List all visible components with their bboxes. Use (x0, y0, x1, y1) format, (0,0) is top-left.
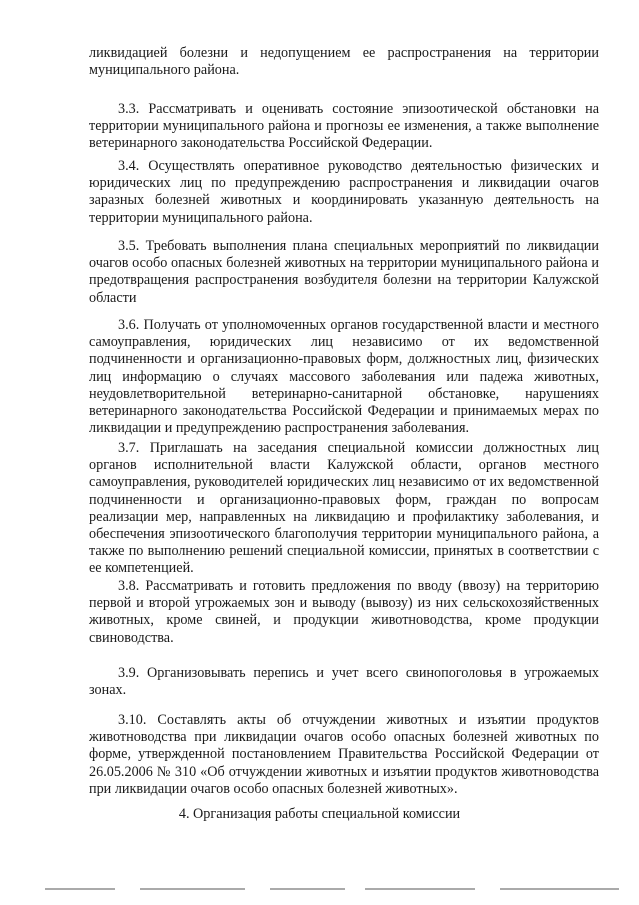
paragraph-3-6: 3.6. Получать от уполномоченных органов государственной власти и местного самоуправления, юридических лиц независимо от их ведомственной подчиненности и организационно-правовых форм, должностных лиц, физических лиц информацию о случаях массового заболевания или падежа животных, неудовлетворительной ветеринарно-санитарной обстановке, нарушениях ветеринарного законодательства Российской Федерации и принимаемых мерах по ликвидации и предупреждению распространения заболевания. (89, 317, 599, 437)
paragraph-3-5: 3.5. Требовать выполнения плана специальных мероприятий по ликвидации очагов особо опасных болезней животных на территории муниципального района и предотвращения распространения возбудителя болезни на территории Калужской области (89, 238, 599, 306)
section-heading: 4. Организация работы специальной комиссии (178, 806, 461, 822)
paragraph-3-7: 3.7. Приглашать на заседания специальной комиссии должностных лиц органов исполнительной власти Калужской области, органов местного самоуправления, руководителей юридических лиц независимо от их ведомственной подчиненности и организационно-правовых форм, граждан по вопросам реализации мер, направленных на ликвидацию и профилактику заболевания, и обеспечения эпизоотического благополучия территории муниципального района, а также по выполнению решений специальной комиссии, принятых в соответствии с ее компетенцией. (89, 440, 599, 577)
paragraph-continuation: ликвидацией болезни и недопущением ее распространения на территории муниципального района. (89, 45, 599, 79)
paragraph-3-9: 3.9. Организовывать перепись и учет всего свинопоголовья в угрожаемых зонах. (89, 665, 599, 699)
paragraph-3-10: 3.10. Составлять акты об отчуждении животных и изъятии продуктов животноводства при ликвидации очагов особо опасных болезней животных по форме, утвержденной постановлением Правительства Российской Федерации от 26.05.2006 № 310 «Об отчуждении животных и изъятии продуктов животноводства при ликвидации очагов особо опасных болезней животных». (89, 712, 599, 797)
paragraph-3-8: 3.8. Рассматривать и готовить предложения по вводу (ввозу) на территорию первой и второй угрожаемых зон и выводу (вывозу) из них сельскохозяйственных животных, кроме свиней, и продукции животноводства, кроме продукции свиноводства. (89, 578, 599, 646)
paragraph-3-3: 3.3. Рассматривать и оценивать состояние эпизоотической обстановки на территории муниципального района и прогнозы ее изменения, а также выполнение ветеринарного законодательства Российской Федерации. (89, 101, 599, 152)
footer-scan-marks (45, 883, 619, 895)
paragraph-3-4: 3.4. Осуществлять оперативное руководство деятельностью физических и юридических лиц по предупреждению распространения и ликвидации очагов заразных болезней животных и координировать указанную деятельность на территории муниципального района. (89, 158, 599, 226)
